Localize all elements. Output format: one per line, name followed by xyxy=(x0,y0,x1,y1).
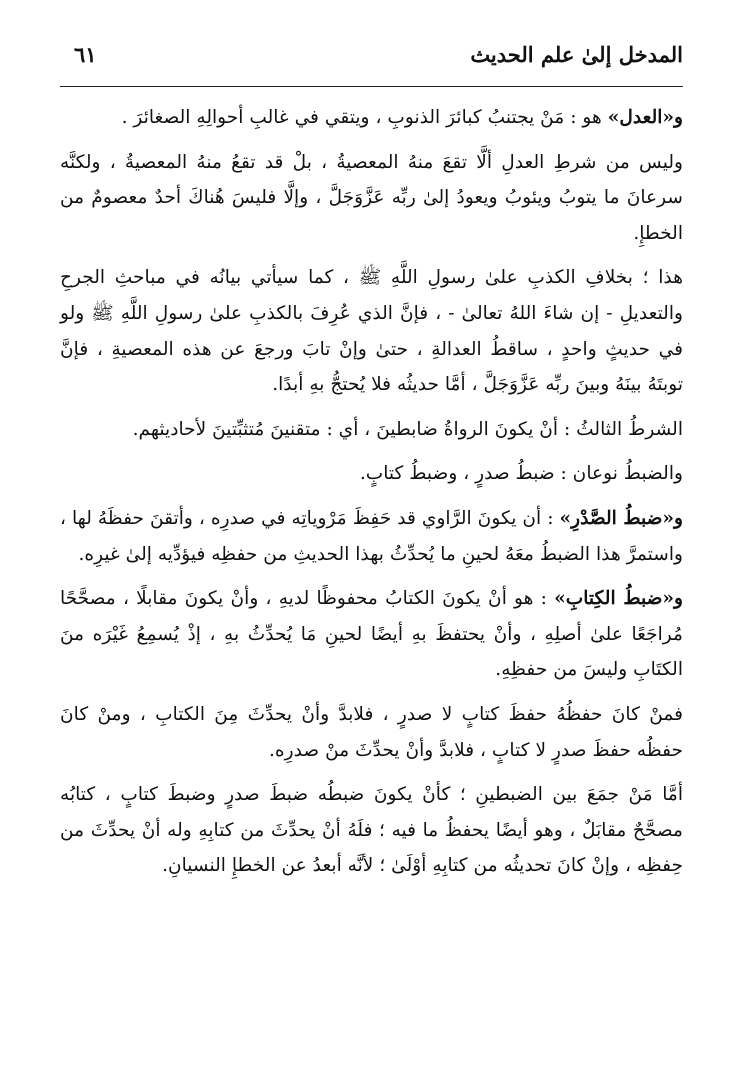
page-number: ٦١ xyxy=(74,42,97,67)
term-label: و«العدل» xyxy=(607,107,683,128)
paragraph-text: أمَّا مَنْ جمَعَ بين الضبطينِ ؛ كأنْ يكونَ ضبطُه ضبطَ صدرٍ وضبطَ كتابٍ ، كتابُه مصحَّحٌ مقابَلٌ ، وهو أيضًا يحفظُ ما فيه ؛ فلَهُ أنْ يحدِّثَ من كتابِهِ وله أنْ يحدِّثَ من حِفظِه ، وإنْ كانَ تحديثُه من كتابِهِ أوْلَىٰ ؛ لأنَّه أبعدُ عن الخطإِ النسيانِ. xyxy=(60,784,683,877)
paragraph-text: فمنْ كانَ حفظُهُ حفظَ كتابٍ لا صدرٍ ، فلابدَّ وأنْ يحدِّثَ مِنَ الكتابِ ، ومنْ كانَ حفظُه حفظَ صدرٍ لا كتابٍ ، فلابدَّ وأنْ يحدِّثَ منْ صدرِه. xyxy=(60,703,683,761)
term-label: و«ضبطُ الكِتابِ» xyxy=(554,588,684,610)
paragraph-adl-definition xyxy=(60,100,683,136)
paragraph-dabt-types xyxy=(60,456,683,492)
paragraph-third-condition xyxy=(60,412,683,448)
paragraph-text: وليس من شرطِ العدلِ ألَّا تقعَ منهُ المعصيةُ ، بلْ قد تقعُ منهُ المعصيةُ ، ولكنَّه سرعانَ ما يتوبُ ويئوبُ ويعودُ إلىٰ ربِّه عَزَّوَجَلَّ ، وإلَّا فليسَ هُناكَ أحدٌ معصومٌ من الخطإِ. xyxy=(60,151,683,244)
paragraph-text: والضبطُ نوعان : ضبطُ صدرٍ ، وضبطُ كتابٍ. xyxy=(359,463,683,485)
page-header xyxy=(60,38,683,80)
paragraph-text: هو : مَنْ يجتنبُ كبائرَ الذنوبِ ، ويتقي في غالبِ أحوالِهِ الصغائرَ . xyxy=(121,107,608,128)
paragraph-adl-condition xyxy=(60,145,683,252)
paragraph-both-dabt xyxy=(60,777,683,884)
paragraph-text: : هو أنْ يكونَ الكتابُ محفوظًا لديهِ ، وأنْ يكونَ مقابلًا ، مصحَّحًا مُراجَعًا علىٰ أصلِهِ ، وأنْ يحتفظَ بهِ أيضًا لحينِ مَا يُحدِّثُ بهِ ، إذْ يُسمِعُ غَيْرَه منَ الكتَابِ وليسَ من حفظِهِ. xyxy=(60,588,683,681)
paragraph-narration-source xyxy=(60,697,683,768)
paragraph-text: : أن يكونَ الرَّاوي قد حَفِظَ مَرْوياتِه في صدرِه ، وأتقنَ حفظَهُ لها ، واستمرَّ هذا الضبطُ معَهُ لحينِ ما يُحدِّثُ بهذا الحديثِ من حفظِه فيؤدِّيه إلىٰ غيرِه. xyxy=(60,507,683,565)
running-title: المدخل إلىٰ علم الحديث xyxy=(470,42,683,67)
main-text xyxy=(60,100,683,893)
paragraph-text: الشرطُ الثالثُ : أنْ يكونَ الرواةُ ضابطينَ ، أي : متقنينَ مُتثبِّتينَ لأحاديثهم. xyxy=(132,418,683,440)
header-divider xyxy=(60,86,683,87)
paragraph-dabt-kitab xyxy=(60,581,683,688)
paragraph-lying-exception xyxy=(60,260,683,402)
term-label: و«ضبطُ الصَّدْرِ» xyxy=(559,507,683,529)
paragraph-text: هذا ؛ بخلافِ الكذبِ علىٰ رسولِ اللَّهِ ﷺ ، كما سيأتي بيانُه في مباحثِ الجرحِ والتعديلِ - إن شاءَ اللهُ تعالىٰ - ، فإنَّ الذي عُرِفَ بالكذبِ علىٰ رسولِ اللَّهِ ﷺ ولو في حديثٍ واحدٍ ، ساقطُ العدالةِ ، حتىٰ وإنْ تابَ ورجعَ عن هذه المعصيةِ ، فإنَّ توبتَهُ بينَهُ وبينَ ربِّه عَزَّوَجَلَّ ، أمَّا حديثُه فلا يُحتجُّ بهِ أبدًا. xyxy=(60,267,683,396)
paragraph-dabt-sadr xyxy=(60,501,683,572)
